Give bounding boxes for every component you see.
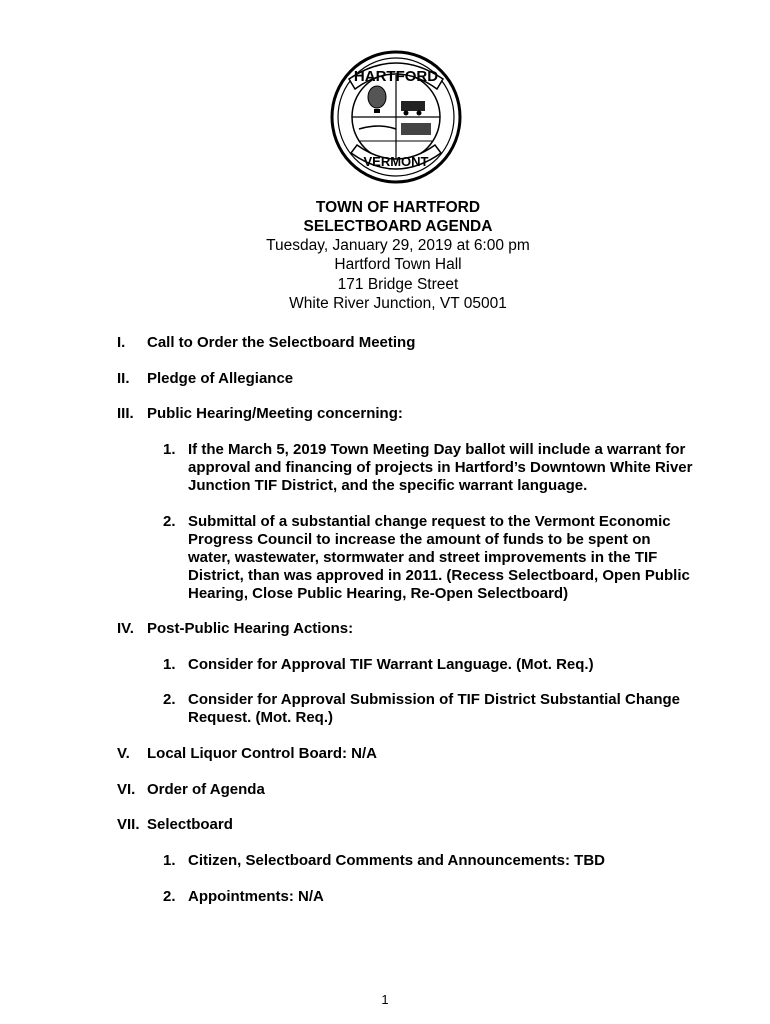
subitem-line: approval and financing of projects in Hartford’s Downtown White River	[188, 459, 693, 476]
item-text: Post-Public Hearing Actions:	[147, 620, 354, 637]
item-text: Public Hearing/Meeting concerning:	[147, 405, 403, 422]
subitem-text	[188, 656, 708, 674]
item-number: IV.	[117, 620, 134, 637]
subitem-line: Citizen, Selectboard Comments and Announcements: TBD	[188, 852, 605, 869]
subitem-line: Appointments: N/A	[188, 888, 324, 905]
subitem-line: Consider for Approval Submission of TIF District Substantial Change	[188, 691, 680, 708]
subitem-text	[188, 513, 708, 603]
svg-text:HARTFORD: HARTFORD	[353, 68, 439, 85]
subitem-line: Request. (Mot. Req.)	[188, 709, 333, 726]
subitem-number: 1.	[163, 656, 176, 673]
subitem-line: Submittal of a substantial change request to the Vermont Economic	[188, 513, 671, 530]
subitem-line: Consider for Approval TIF Warrant Language. (Mot. Req.)	[188, 656, 594, 673]
subitem-line: Hearing, Close Public Hearing, Re-Open Selectboard)	[188, 585, 569, 602]
header-org: TOWN OF HARTFORD	[315, 199, 481, 216]
subitem-text	[188, 888, 708, 906]
subitem-number: 2.	[163, 888, 176, 905]
subitem-text	[188, 852, 708, 870]
header-title: SELECTBOARD AGENDA	[303, 218, 493, 235]
subitem-line: water, wastewater, stormwater and street improvements in the TIF	[188, 549, 658, 566]
item-text: Selectboard	[147, 816, 233, 833]
page-number: 1	[381, 992, 389, 1007]
header-venue: Hartford Town Hall	[334, 256, 462, 273]
subitem-text	[188, 441, 708, 495]
item-number: III.	[117, 405, 134, 422]
header-city: White River Junction, VT 05001	[289, 295, 507, 312]
header-street: 171 Bridge Street	[337, 276, 459, 293]
item-number: II.	[117, 370, 130, 387]
item-text: Local Liquor Control Board: N/A	[147, 745, 377, 762]
subitem-line: Progress Council to increase the amount of funds to be spent on	[188, 531, 651, 548]
item-number: I.	[117, 334, 126, 351]
town-seal-logo	[329, 49, 463, 185]
item-number: VI.	[117, 781, 136, 798]
item-text: Pledge of Allegiance	[147, 370, 294, 387]
subitem-number: 2.	[163, 691, 176, 708]
subitem-number: 2.	[163, 513, 176, 530]
subitem-number: 1.	[163, 441, 176, 458]
subitem-line: Junction TIF District, and the specific warrant language.	[188, 477, 588, 494]
subitem-number: 1.	[163, 852, 176, 869]
item-text: Call to Order the Selectboard Meeting	[147, 334, 416, 351]
subitem-line: If the March 5, 2019 Town Meeting Day ballot will include a warrant for	[188, 441, 686, 458]
item-number: V.	[117, 745, 130, 762]
item-number: VII.	[117, 816, 140, 833]
subitem-line: District, than was approved in 2011. (Recess Selectboard, Open Public	[188, 567, 690, 584]
subitem-text	[188, 691, 708, 727]
header-datetime: Tuesday, January 29, 2019 at 6:00 pm	[266, 237, 530, 254]
svg-text:VERMONT: VERMONT	[363, 154, 429, 169]
item-text: Order of Agenda	[147, 781, 265, 798]
